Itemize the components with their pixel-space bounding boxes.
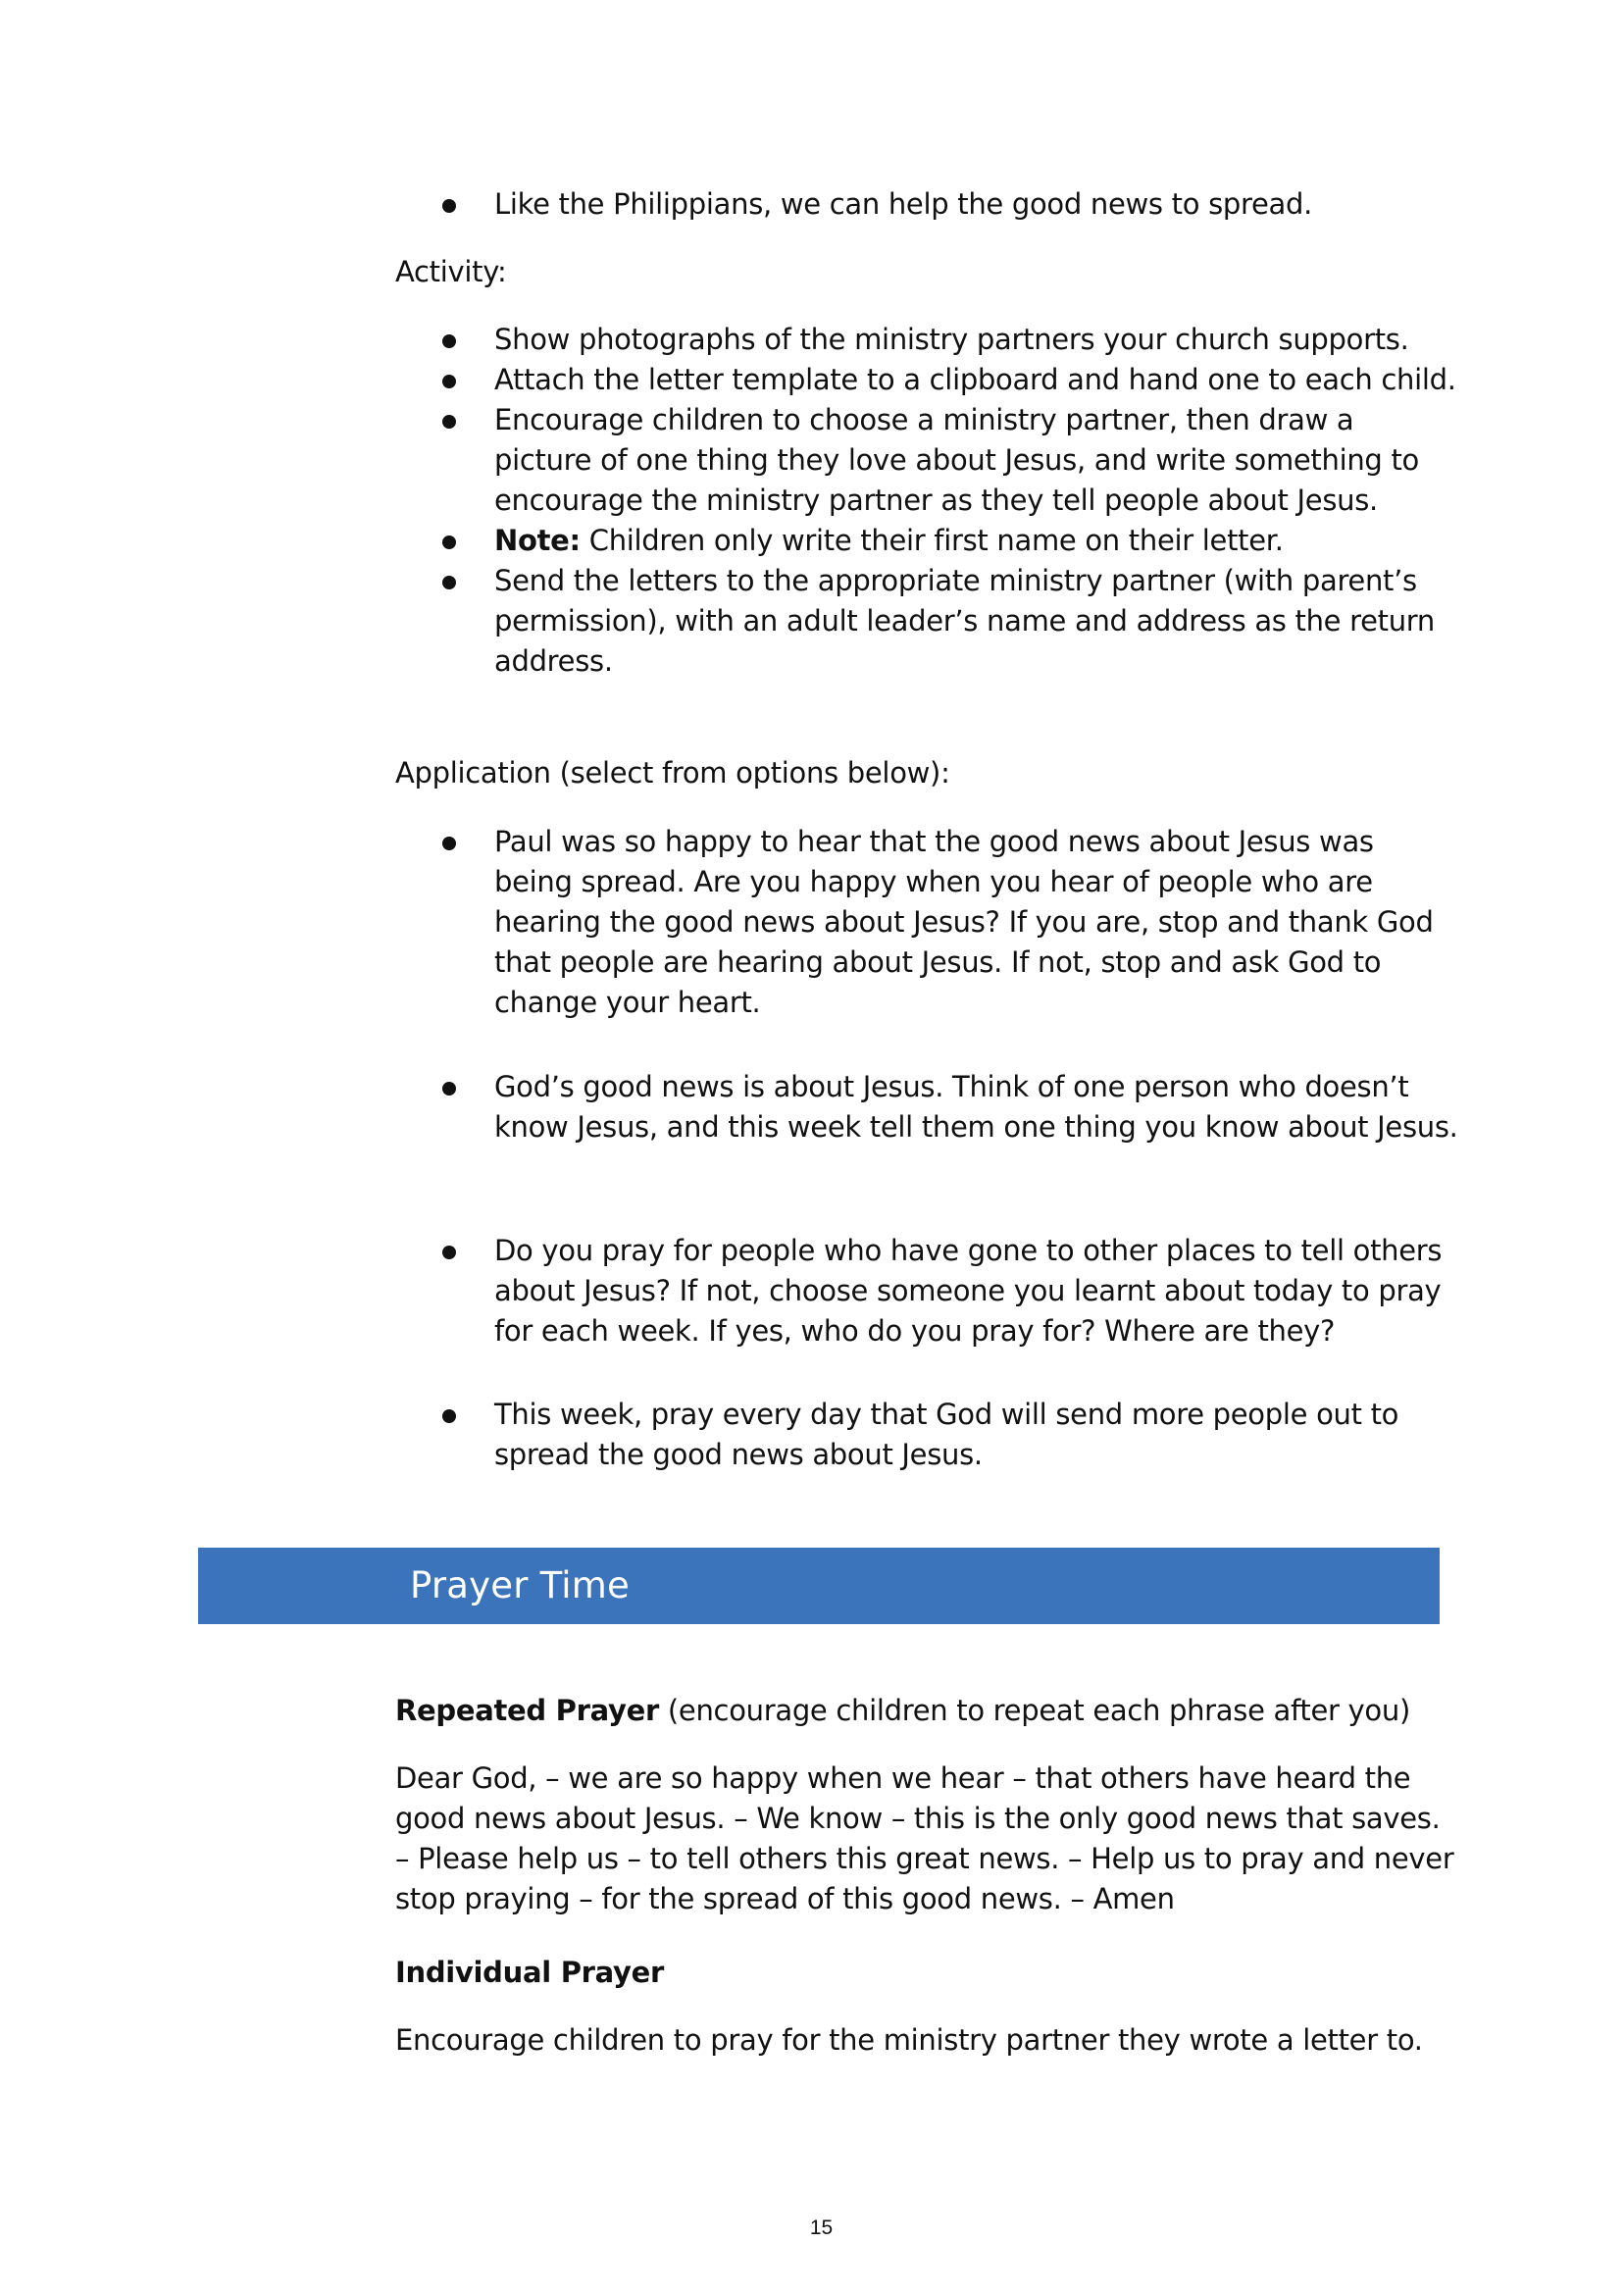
activity-heading-text: Activity: <box>395 255 507 288</box>
bullet-icon <box>442 576 456 589</box>
list-item <box>395 320 1459 360</box>
section-title: Prayer Time <box>410 1564 630 1606</box>
bullet-icon <box>442 535 456 549</box>
application-item-4 <box>395 1395 1459 1475</box>
intro-bullet-list <box>395 184 1459 225</box>
application-heading-text: Application (select from options below): <box>395 756 950 790</box>
bullet-icon <box>442 837 456 850</box>
list-item <box>395 184 1459 225</box>
repeated-prayer-heading <box>395 1691 1459 1731</box>
activity-item-text: Attach the letter template to a clipboard and hand one to each child. <box>494 363 1456 396</box>
application-item-text: Paul was so happy to hear that the good news about Jesus was being spread. Are you happy when you hear of people who are hearing the good news about Jesus? If you are, stop and thank God that people are hearing about Jesus. If not, stop and ask God to change your heart. <box>494 825 1434 1019</box>
list-item <box>395 360 1459 400</box>
list-item <box>395 561 1459 682</box>
application-heading <box>395 753 1459 793</box>
individual-prayer-label: Individual Prayer <box>395 1956 664 1989</box>
list-item <box>395 521 1459 561</box>
application-bullet-list <box>395 1067 1459 1147</box>
application-item-text: Do you pray for people who have gone to other places to tell others about Jesus? If not, choose someone you learnt about today to pray for each week. If yes, who do you pray for? Where are they? <box>494 1234 1443 1348</box>
repeated-prayer-text: Dear God, – we are so happy when we hear – that others have heard the good news about Jesus. – We know – this is the only good news that saves. – Please help us – to tell others this great news. – Help us to pray and never stop praying – for the spread of this good news. – Amen <box>395 1761 1454 1915</box>
application-item-3 <box>395 1231 1459 1351</box>
individual-prayer-body <box>395 2020 1459 2061</box>
activity-section <box>395 320 1459 682</box>
activity-bullet-list <box>395 320 1459 682</box>
application-bullet-list <box>395 1395 1459 1475</box>
application-bullet-list <box>395 822 1459 1023</box>
activity-item-text: Children only write their first name on their letter. <box>580 524 1284 557</box>
page-number: 15 <box>809 2217 834 2239</box>
application-item-text: This week, pray every day that God will send more people out to spread the good news about Jesus. <box>494 1398 1399 1471</box>
bullet-icon <box>442 1246 456 1259</box>
bullet-icon <box>442 415 456 429</box>
intro-section <box>395 184 1459 225</box>
repeated-prayer-label: Repeated Prayer <box>395 1694 659 1727</box>
list-item <box>395 1231 1459 1351</box>
activity-item-text: Send the letters to the appropriate ministry partner (with parent’s permission), with an adult leader’s name and address as the return address. <box>494 564 1435 678</box>
bullet-icon <box>442 199 456 213</box>
prayer-time-header <box>198 1548 1440 1624</box>
activity-item-text: Encourage children to choose a ministry partner, then draw a picture of one thing they love about Jesus, and write something to encourage the ministry partner as they tell people about Jesus. <box>494 403 1419 517</box>
individual-prayer-heading <box>395 1953 1459 1993</box>
repeated-prayer-note: (encourage children to repeat each phrase after you) <box>659 1694 1410 1727</box>
list-item <box>395 1395 1459 1475</box>
bullet-icon <box>442 334 456 348</box>
activity-item-text: Show photographs of the ministry partners your church supports. <box>494 323 1409 356</box>
note-label: Note: <box>494 524 581 557</box>
bullet-icon <box>442 375 456 388</box>
list-item <box>395 1067 1459 1147</box>
individual-prayer-text: Encourage children to pray for the ministry partner they wrote a letter to. <box>395 2023 1423 2057</box>
repeated-prayer-body <box>395 1759 1459 1919</box>
bullet-icon <box>442 1082 456 1096</box>
activity-heading <box>395 252 1459 292</box>
application-bullet-list <box>395 1231 1459 1351</box>
application-item-1 <box>395 822 1459 1023</box>
repeated-prayer-heading-line <box>395 1691 1459 1731</box>
list-item <box>395 400 1459 521</box>
list-item <box>395 822 1459 1023</box>
intro-bullet-text: Like the Philippians, we can help the good news to spread. <box>494 187 1313 221</box>
application-item-text: God’s good news is about Jesus. Think of one person who doesn’t know Jesus, and this week tell them one thing you know about Jesus. <box>494 1070 1458 1144</box>
application-item-2 <box>395 1067 1459 1147</box>
bullet-icon <box>442 1409 456 1423</box>
